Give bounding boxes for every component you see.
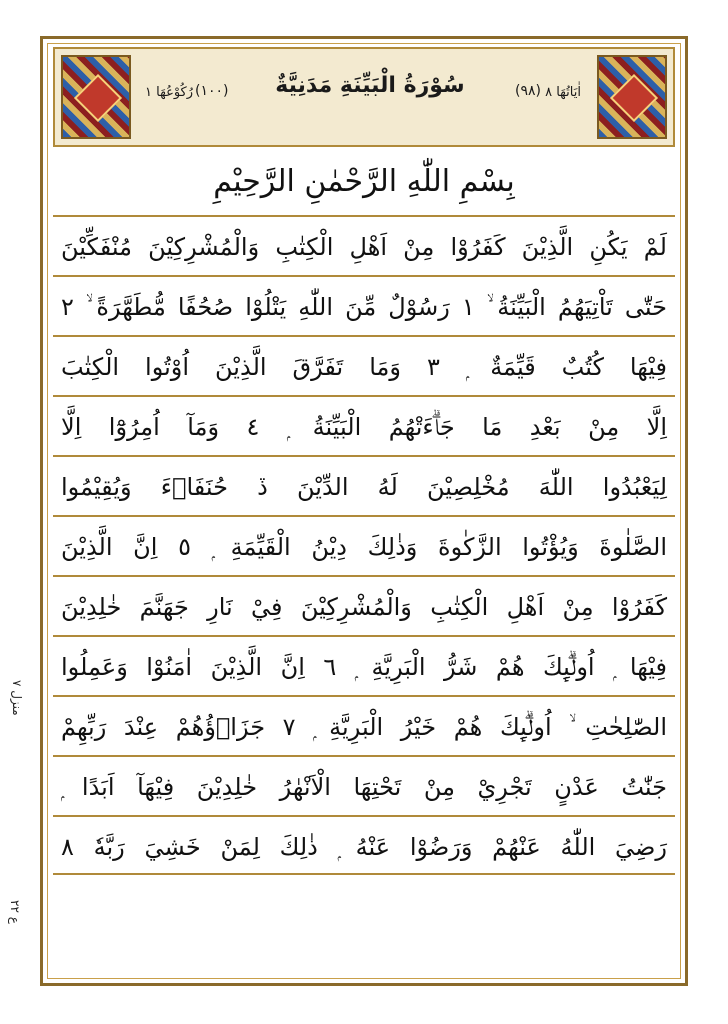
ruku-marker: ع ٢٢ <box>8 900 22 924</box>
verse-line: فِيْهَا ۭ اُولٰۗىِٕكَ هُمْ شَرُّ الْبَرِيَّةِ ۭ ٦ اِنَّ الَّذِيْنَ اٰمَنُوْا وَعَمِلُوا <box>53 635 675 695</box>
verse-line: الصَّلٰوةَ وَيُؤْتُوا الزَّكٰوةَ وَذٰلِكَ دِيْنُ الْقَيِّمَةِ ۭ ٥ اِنَّ الَّذِيْنَ <box>53 515 675 575</box>
verse-line: رَضِيَ اللّٰهُ عَنْهُمْ وَرَضُوْا عَنْهُ ۭ ذٰلِكَ لِمَنْ خَشِيَ رَبَّهٗ ٨ <box>53 815 675 875</box>
ruku-count: رُكُوْعُهَا ١ <box>145 85 194 100</box>
bismillah: بِسْمِ اللّٰهِ الرَّحْمٰنِ الرَّحِيْمِ <box>213 164 515 199</box>
mushaf-page <box>40 36 688 986</box>
verse-line: فِيْهَا كُتُبٌ قَيِّمَةٌ ۭ ٣ وَمَا تَفَرَّقَ الَّذِيْنَ اُوْتُوا الْكِتٰبَ <box>53 335 675 395</box>
verse-line: لِيَعْبُدُوا اللّٰهَ مُخْلِصِيْنَ لَهُ الدِّيْنَ ڏ حُنَفَاۗءَ وَيُقِيْمُوا <box>53 455 675 515</box>
surah-header <box>53 47 675 147</box>
verse-lines <box>53 215 675 875</box>
surah-number: (٩٨) <box>515 83 541 99</box>
verse-line: اِلَّا مِنْ بَعْدِ مَا جَاۗءَتْهُمُ الْبَيِّنَةُ ۭ ٤ وَمَآ اُمِرُوْٓا اِلَّا <box>53 395 675 455</box>
ornament-left-icon <box>61 55 131 139</box>
revelation-order: (١٠٠) <box>195 83 229 99</box>
ayat-count: اٰيَاتُهَا ٨ <box>545 85 581 100</box>
surah-title: سُوْرَةُ الْبَيِّنَةِ مَدَنِيَّةٌ <box>275 73 465 98</box>
verse-line: كَفَرُوْا مِنْ اَهْلِ الْكِتٰبِ وَالْمُشْرِكِيْنَ فِيْ نَارِ جَهَنَّمَ خٰلِدِيْنَ <box>53 575 675 635</box>
verse-line: حَتّٰى تَاْتِيَهُمُ الْبَيِّنَةُ ۙ ١ رَسُوْلٌ مِّنَ اللّٰهِ يَتْلُوْا صُحُفًا مُّطَهَّرَةً ۙ ٢ <box>53 275 675 335</box>
verse-line: لَمْ يَكُنِ الَّذِيْنَ كَفَرُوْا مِنْ اَهْلِ الْكِتٰبِ وَالْمُشْرِكِيْنَ مُنْفَكِّيْنَ <box>53 215 675 275</box>
verse-line: الصّٰلِحٰتِ ۙ اُولٰۗىِٕكَ هُمْ خَيْرُ الْبَرِيَّةِ ۭ ٧ جَزَاۗؤُهُمْ عِنْدَ رَبِّهِمْ <box>53 695 675 755</box>
manzil-marker: منزل ٧ <box>10 680 24 716</box>
verse-line: جَنّٰتُ عَدْنٍ تَجْرِيْ مِنْ تَحْتِهَا الْاَنْهٰرُ خٰلِدِيْنَ فِيْهَآ اَبَدًا ۭ <box>53 755 675 815</box>
ornament-right-icon <box>597 55 667 139</box>
